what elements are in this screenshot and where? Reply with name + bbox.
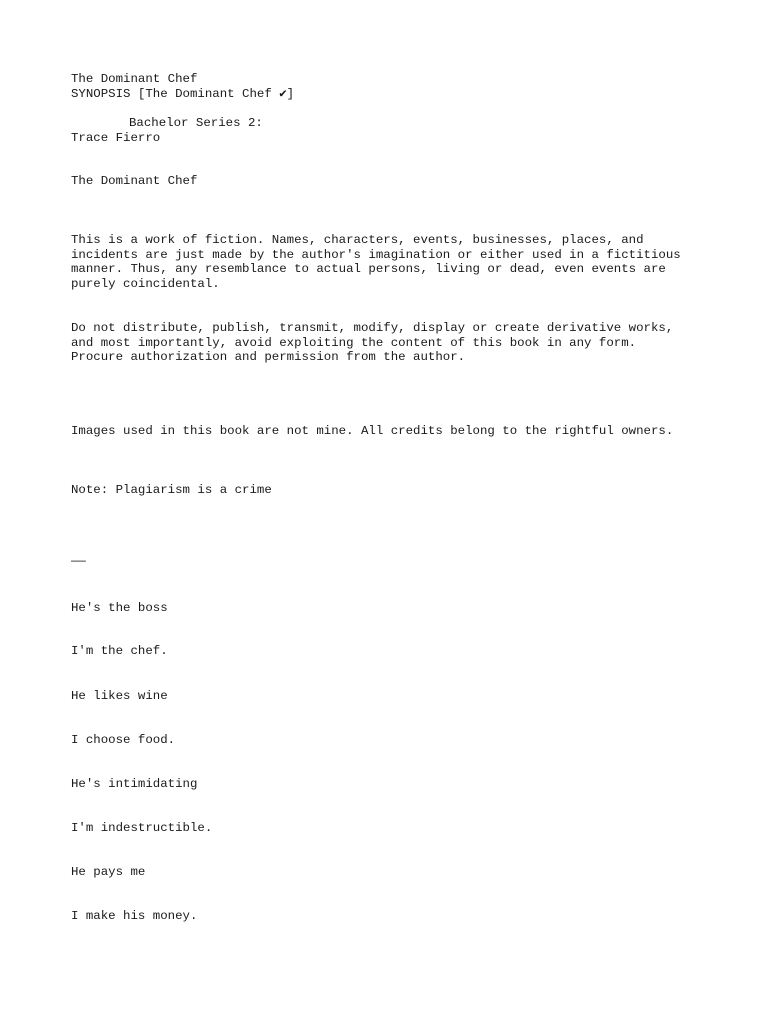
section-divider: —— xyxy=(71,554,86,568)
rights-notice: Do not distribute, publish, transmit, modify, display or create derivative works, and most importantly, avoid exploiting the content of this book in any form. Procure authorization and permission from the author. xyxy=(71,321,674,365)
synopsis-line: I'm the chef. xyxy=(71,644,168,658)
synopsis-line: I'm indestructible. xyxy=(71,821,213,835)
document-title: The Dominant Chef xyxy=(71,72,198,86)
synopsis-line: I make his money. xyxy=(71,909,198,923)
synopsis-heading: SYNOPSIS [The Dominant Chef ✔] xyxy=(71,87,295,101)
synopsis-line: He's the boss xyxy=(71,601,168,615)
synopsis-line: I choose food. xyxy=(71,733,176,747)
plagiarism-note: Note: Plagiarism is a crime xyxy=(71,483,272,497)
author-name: Trace Fierro xyxy=(71,131,161,145)
series-label: Bachelor Series 2: xyxy=(129,116,263,130)
book-title: The Dominant Chef xyxy=(71,174,198,188)
synopsis-line: He's intimidating xyxy=(71,777,198,791)
synopsis-line: He pays me xyxy=(71,865,146,879)
synopsis-line: He likes wine xyxy=(71,689,168,703)
fiction-disclaimer: This is a work of fiction. Names, characters, events, businesses, places, and incidents are just made by the author's imagination or either used in a fictitious manner. Thus, any resemblance to actual persons, living or dead, even events are purely coincidental. xyxy=(71,233,681,291)
image-credits: Images used in this book are not mine. All credits belong to the rightful owners. xyxy=(71,424,674,438)
